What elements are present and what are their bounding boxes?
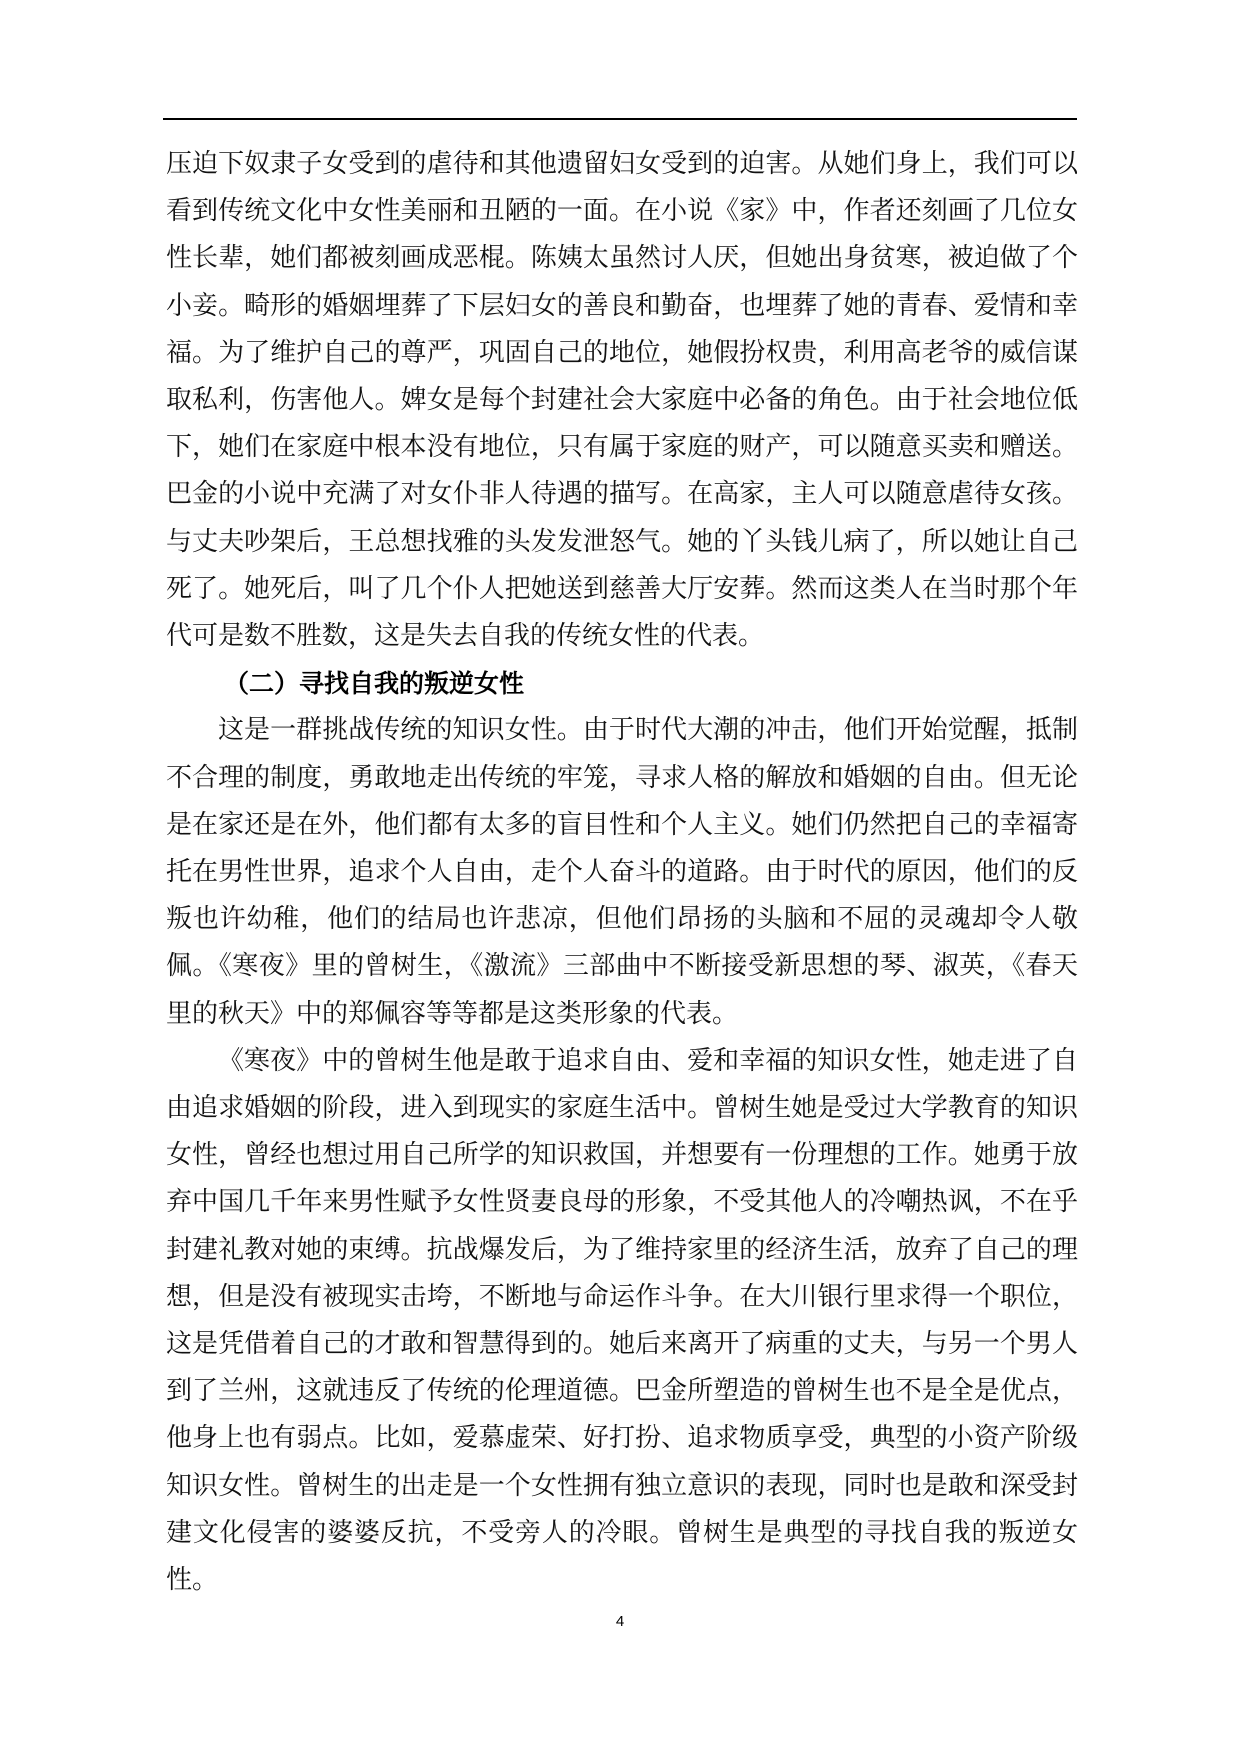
- paragraph-3: 《寒夜》中的曾树生他是敢于追求自由、爱和幸福的知识女性，她走进了自由追求婚姻的阶段，进入到现实的家庭生活中。曾树生她是受过大学教育的知识女性，曾经也想过用自己所学的知识救国，并想要有一份理想的工作。她勇于放弃中国几千年来男性赋予女性贤妻良母的形象，不受其他人的冷嘲热讽，不在乎封建礼教对她的束缚。抗战爆发后，为了维持家里的经济生活，放弃了自己的理想，但是没有被现实击垮，不断地与命运作斗争。在大川银行里求得一个职位，这是凭借着自己的才敢和智慧得到的。她后来离开了病重的丈夫，与另一个男人到了兰州，这就违反了传统的伦理道德。巴金所塑造的曾树生也不是全是优点，他身上也有弱点。比如，爱慕虚荣、好打扮、追求物质享受，典型的小资产阶级知识女性。曾树生的出走是一个女性拥有独立意识的表现，同时也是敢和深受封建文化侵害的婆婆反抗，不受旁人的冷眼。曾树生是典型的寻找自我的叛逆女性。: [166, 1045, 1078, 1596]
- page-number: 4: [615, 1613, 625, 1630]
- section-heading: （二）寻找自我的叛逆女性: [224, 669, 525, 699]
- header-rule: [163, 118, 1077, 120]
- document-body: [166, 141, 1078, 1604]
- paragraph-1: 压迫下奴隶子女受到的虐待和其他遗留妇女受到的迫害。从她们身上，我们可以看到传统文化中女性美丽和丑陋的一面。在小说《家》中，作者还刻画了几位女性长辈，她们都被刻画成恶棍。陈姨太虽然讨人厌，但她出身贫寒，被迫做了个小妾。畸形的婚姻埋葬了下层妇女的善良和勤奋，也埋葬了她的青春、爱情和幸福。为了维护自己的尊严，巩固自己的地位，她假扮权贵，利用高老爷的威信谋取私利，伤害他人。婢女是每个封建社会大家庭中必备的角色。由于社会地位低下，她们在家庭中根本没有地位，只有属于家庭的财产，可以随意买卖和赠送。巴金的小说中充满了对女仆非人待遇的描写。在高家，主人可以随意虐待女孩。与丈夫吵架后，王总想找雅的头发发泄怒气。她的丫头钱儿病了，所以她让自己死了。她死后，叫了几个仆人把她送到慈善大厅安葬。然而这类人在当时那个年代可是数不胜数，这是失去自我的传统女性的代表。: [166, 149, 1078, 652]
- paragraph-2: 这是一群挑战传统的知识女性。由于时代大潮的冲击，他们开始觉醒，抵制不合理的制度，勇敢地走出传统的牢笼，寻求人格的解放和婚姻的自由。但无论是在家还是在外，他们都有太多的盲目性和个人主义。她们仍然把自己的幸福寄托在男性世界，追求个人自由，走个人奋斗的道路。由于时代的原因，他们的反叛也许幼稚，他们的结局也许悲凉，但他们昂扬的头脑和不屈的灵魂却令人敬佩。《寒夜》里的曾树生，《激流》三部曲中不断接受新思想的琴、淑英，《春天里的秋天》中的郑佩容等等都是这类形象的代表。: [166, 715, 1078, 1029]
